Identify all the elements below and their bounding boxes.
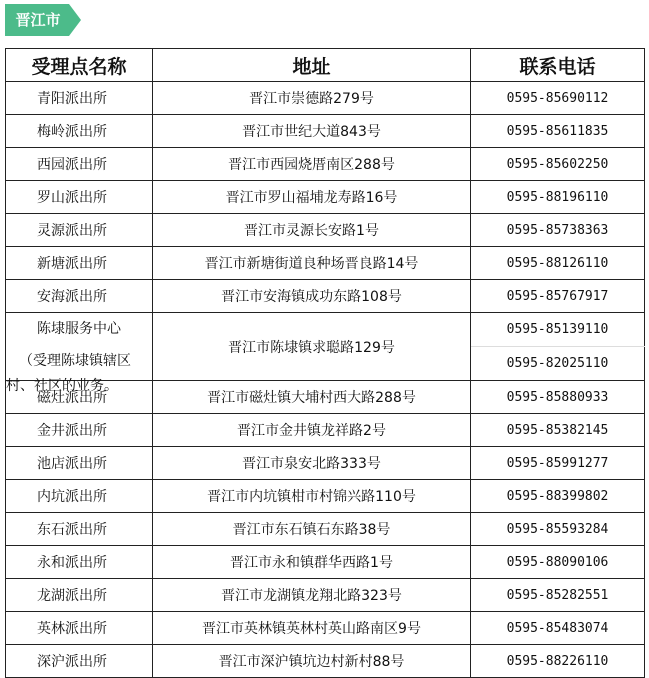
station-name-cell: 永和派出所 [6, 546, 153, 579]
phone-cell: 0595-88090106 [471, 546, 645, 579]
table-row [6, 181, 645, 214]
phone-cell: 0595-85382145 [471, 414, 645, 447]
address-cell: 晋江市崇德路279号 [153, 82, 471, 115]
address-cell: 晋江市英林镇英林村英山路南区9号 [153, 612, 471, 645]
station-name-cell [6, 313, 153, 394]
table-row [6, 546, 645, 579]
station-name-cell: 金井派出所 [6, 414, 153, 447]
table-row [6, 645, 645, 678]
phone-cell: 0595-88226110 [471, 645, 645, 678]
phone-cell: 0595-85593284 [471, 513, 645, 546]
phone-cell: 0595-82025110 [471, 347, 645, 381]
phone-cell: 0595-85139110 [471, 313, 645, 347]
address-cell: 晋江市龙湖镇龙翔北路323号 [153, 579, 471, 612]
phone-cell: 0595-85690112 [471, 82, 645, 115]
station-name-cell: 西园派出所 [6, 148, 153, 181]
header-station-name: 受理点名称 [6, 49, 153, 82]
address-cell: 晋江市金井镇龙祥路2号 [153, 414, 471, 447]
station-name-cell: 东石派出所 [6, 513, 153, 546]
table-row [6, 447, 645, 480]
region-tag [5, 4, 81, 36]
phone-cell: 0595-88126110 [471, 247, 645, 280]
station-name-cell: 青阳派出所 [6, 82, 153, 115]
address-cell: 晋江市泉安北路333号 [153, 447, 471, 480]
table-row [6, 579, 645, 612]
phone-cell: 0595-85991277 [471, 447, 645, 480]
address-cell: 晋江市新塘街道良种场晋良路14号 [153, 247, 471, 280]
station-name-cell: 新塘派出所 [6, 247, 153, 280]
station-name-cell: 深沪派出所 [6, 645, 153, 678]
address-cell: 晋江市东石镇石东路38号 [153, 513, 471, 546]
header-address: 地址 [153, 49, 471, 82]
table-row [6, 612, 645, 645]
table-row [6, 280, 645, 313]
station-name-line: 村、社区的业务。 [6, 378, 118, 394]
station-name-cell: 龙湖派出所 [6, 579, 153, 612]
table-row [6, 513, 645, 546]
station-name-cell: 英林派出所 [6, 612, 153, 645]
station-name-cell: 内坑派出所 [6, 480, 153, 513]
station-name-cell: 罗山派出所 [6, 181, 153, 214]
station-name-cell: 磁灶派出所 [6, 381, 153, 414]
station-name-cell: 安海派出所 [6, 280, 153, 313]
address-cell: 晋江市内坑镇柑市村锦兴路110号 [153, 480, 471, 513]
table-row [6, 414, 645, 447]
station-name-cell: 灵源派出所 [6, 214, 153, 247]
table-row [6, 480, 645, 513]
table-row [6, 148, 645, 181]
phone-cell: 0595-88196110 [471, 181, 645, 214]
phone-cell: 0595-85282551 [471, 579, 645, 612]
table-row [6, 247, 645, 280]
address-cell: 晋江市世纪大道843号 [153, 115, 471, 148]
region-tag-label: 晋江市 [15, 11, 61, 29]
address-cell: 晋江市灵源长安路1号 [153, 214, 471, 247]
station-name-cell: 梅岭派出所 [6, 115, 153, 148]
address-cell: 晋江市陈埭镇求聪路129号 [153, 313, 471, 381]
address-cell: 晋江市西园烧厝南区288号 [153, 148, 471, 181]
phone-cell: 0595-85767917 [471, 280, 645, 313]
address-cell: 晋江市深沪镇坑边村新村88号 [153, 645, 471, 678]
phone-cell: 0595-85880933 [471, 381, 645, 414]
address-cell: 晋江市罗山福埔龙寿路16号 [153, 181, 471, 214]
police-station-table [5, 48, 645, 678]
station-name-line: 陈埭服务中心 [37, 321, 121, 337]
phone-cell: 0595-85483074 [471, 612, 645, 645]
station-name-cell: 池店派出所 [6, 447, 153, 480]
phone-cell: 0595-88399802 [471, 480, 645, 513]
table-row [6, 214, 645, 247]
header-phone: 联系电话 [471, 49, 645, 82]
table-row [6, 115, 645, 148]
phone-cell: 0595-85611835 [471, 115, 645, 148]
address-cell: 晋江市安海镇成功东路108号 [153, 280, 471, 313]
table-row [6, 82, 645, 115]
address-cell: 晋江市永和镇群华西路1号 [153, 546, 471, 579]
address-cell: 晋江市磁灶镇大埔村西大路288号 [153, 381, 471, 414]
phone-cell: 0595-85602250 [471, 148, 645, 181]
station-name-line: （受理陈埭镇辖区 [19, 353, 131, 369]
table-header-row [6, 49, 645, 82]
table-row-merged [6, 313, 645, 347]
phone-cell: 0595-85738363 [471, 214, 645, 247]
